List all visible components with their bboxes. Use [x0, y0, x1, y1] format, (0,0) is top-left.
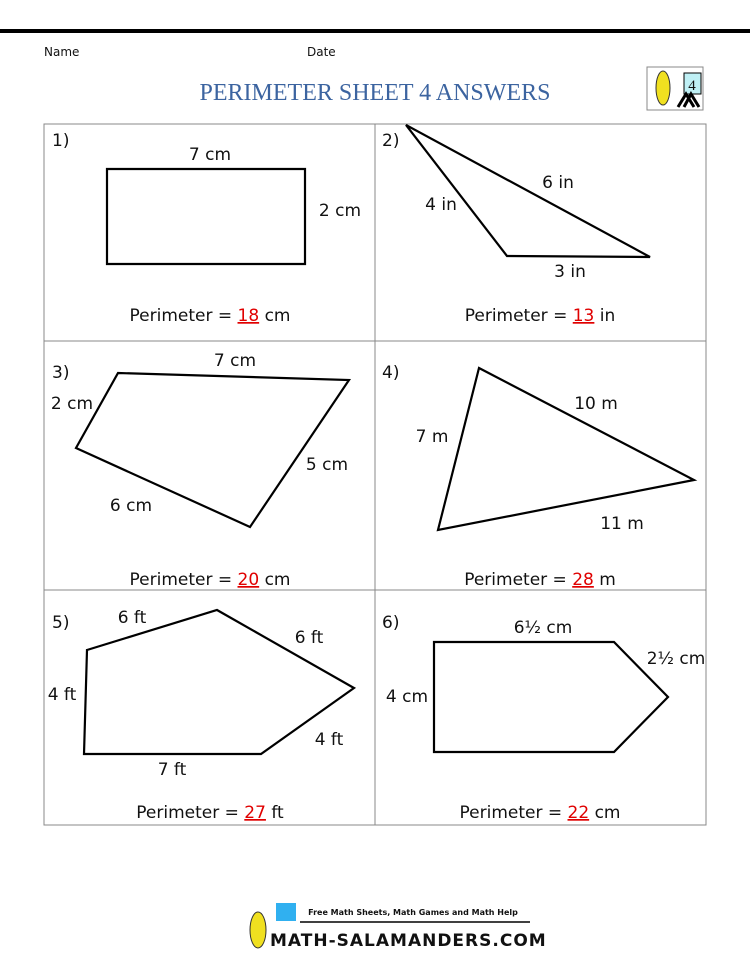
- side-label: 7 m: [415, 427, 449, 447]
- footer-logo[interactable]: [250, 903, 547, 951]
- perimeter-answer-4: Perimeter = 28 m: [464, 570, 616, 590]
- problem-number: 3): [52, 363, 70, 383]
- top-rule: [0, 29, 750, 33]
- shape-triangle-4: [438, 368, 694, 530]
- side-label: 5 cm: [305, 455, 349, 475]
- side-label: 6 ft: [117, 608, 147, 628]
- perimeter-answer-3: Perimeter = 20 cm: [129, 570, 291, 590]
- side-label: 3 in: [554, 262, 586, 282]
- side-label: 7 cm: [188, 145, 232, 165]
- date-label: Date: [307, 45, 336, 59]
- perimeter-answer-2: Perimeter = 13 in: [464, 306, 616, 326]
- answer-grid: [44, 124, 706, 825]
- side-label: 10 m: [574, 394, 618, 414]
- perimeter-answer-1: Perimeter = 18 cm: [129, 306, 291, 326]
- grade-logo: [647, 67, 703, 110]
- side-label: 11 m: [600, 514, 644, 534]
- side-label: 4 ft: [314, 730, 344, 750]
- side-label: 6 cm: [109, 496, 153, 516]
- shape-rectangle: [107, 169, 305, 264]
- problem-number: 1): [52, 131, 70, 151]
- problem-number: 6): [382, 613, 400, 633]
- side-label: 2½ cm: [646, 649, 706, 669]
- problem-number: 2): [382, 131, 400, 151]
- side-label: 6 ft: [294, 628, 324, 648]
- side-label: 6 in: [542, 173, 574, 193]
- problem-number: 5): [52, 613, 70, 633]
- side-label: 6½ cm: [513, 618, 573, 638]
- footer-brand: MATH-SALAMANDERS.COM: [270, 931, 547, 951]
- side-label: 7 ft: [157, 760, 187, 780]
- shape-triangle-2: [406, 125, 650, 257]
- name-label: Name: [44, 45, 80, 59]
- side-label: 2 cm: [318, 201, 362, 221]
- shape-pentagon-6: [434, 642, 668, 752]
- side-label: 2 cm: [50, 394, 94, 414]
- logo-badge: 4: [688, 78, 696, 94]
- perimeter-answer-5: Perimeter = 27 ft: [136, 803, 284, 823]
- side-label: 4 in: [425, 195, 457, 215]
- side-label: 4 cm: [385, 687, 429, 707]
- problem-number: 4): [382, 363, 400, 383]
- side-label: 4 ft: [47, 685, 77, 705]
- page-title: PERIMETER SHEET 4 ANSWERS: [199, 80, 551, 106]
- side-label: 7 cm: [213, 351, 257, 371]
- perimeter-answer-6: Perimeter = 22 cm: [459, 803, 621, 823]
- footer-tagline: Free Math Sheets, Math Games and Math Help: [308, 908, 518, 917]
